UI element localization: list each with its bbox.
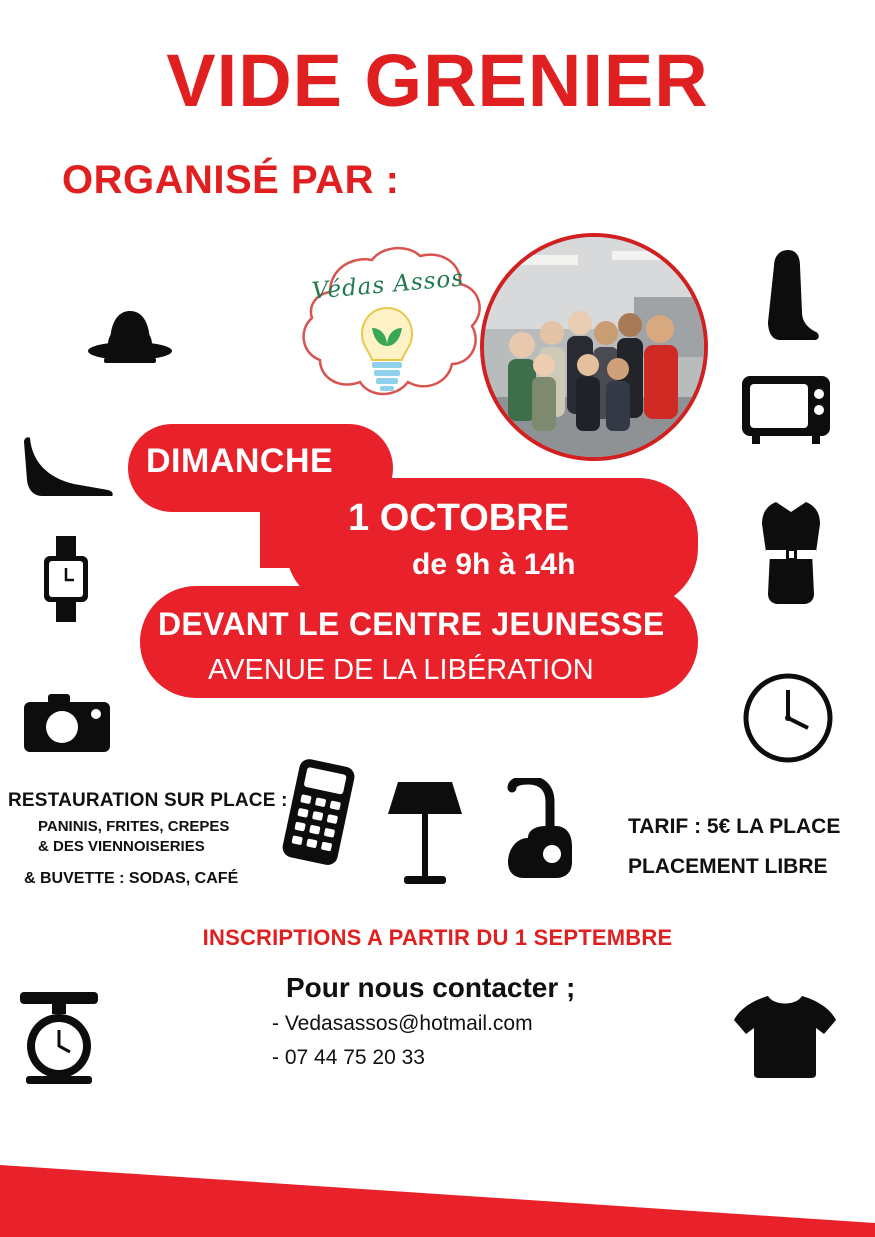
event-day: DIMANCHE xyxy=(146,442,334,480)
floor-lamp-icon xyxy=(382,778,468,893)
event-date: 1 OCTOBRE xyxy=(348,497,570,539)
wristwatch-icon xyxy=(36,534,96,629)
catering-title: RESTAURATION SUR PLACE : xyxy=(8,790,288,811)
kitchen-scale-icon xyxy=(14,988,104,1089)
event-place: DEVANT LE CENTRE JEUNESSE xyxy=(158,606,665,642)
hat-icon xyxy=(80,305,180,380)
dress-icon xyxy=(746,498,836,613)
camera-icon xyxy=(22,690,112,765)
event-address: AVENUE DE LA LIBÉRATION xyxy=(208,654,594,686)
catering-line-2: & DES VIENNOISERIES xyxy=(38,838,205,855)
catering-drinks: & BUVETTE : SODAS, CAFÉ xyxy=(24,870,239,887)
lightbulb-leaf-icon xyxy=(358,302,416,394)
organizer-label: ORGANISÉ PAR : xyxy=(62,158,400,202)
organizer-logo xyxy=(272,240,502,430)
page-title: VIDE GRENIER xyxy=(166,39,709,122)
contact-phone: - 07 44 75 20 33 xyxy=(272,1046,425,1069)
wall-clock-icon xyxy=(742,672,834,769)
logo-text: Védas Assos xyxy=(310,265,466,305)
vacuum-cleaner-icon xyxy=(494,778,578,893)
contact-title: Pour nous contacter ; xyxy=(286,972,576,1003)
boot-icon xyxy=(752,246,822,361)
catering-line-1: PANINIS, FRITES, CREPES xyxy=(38,818,230,835)
event-hours: de 9h à 14h xyxy=(412,548,576,581)
contact-email: - Vedasassos@hotmail.com xyxy=(272,1012,533,1035)
mobile-phone-icon xyxy=(275,755,360,875)
price-label: TARIF : 5€ LA PLACE xyxy=(628,815,841,838)
high-heel-icon xyxy=(22,424,117,509)
bottom-red-band xyxy=(0,1127,875,1237)
television-icon xyxy=(740,372,832,449)
placement-label: PLACEMENT LIBRE xyxy=(628,855,828,878)
registration-note: INSCRIPTIONS A PARTIR DU 1 SEPTEMBRE xyxy=(202,925,673,950)
sweater-icon xyxy=(730,990,840,1085)
group-photo xyxy=(480,233,708,461)
